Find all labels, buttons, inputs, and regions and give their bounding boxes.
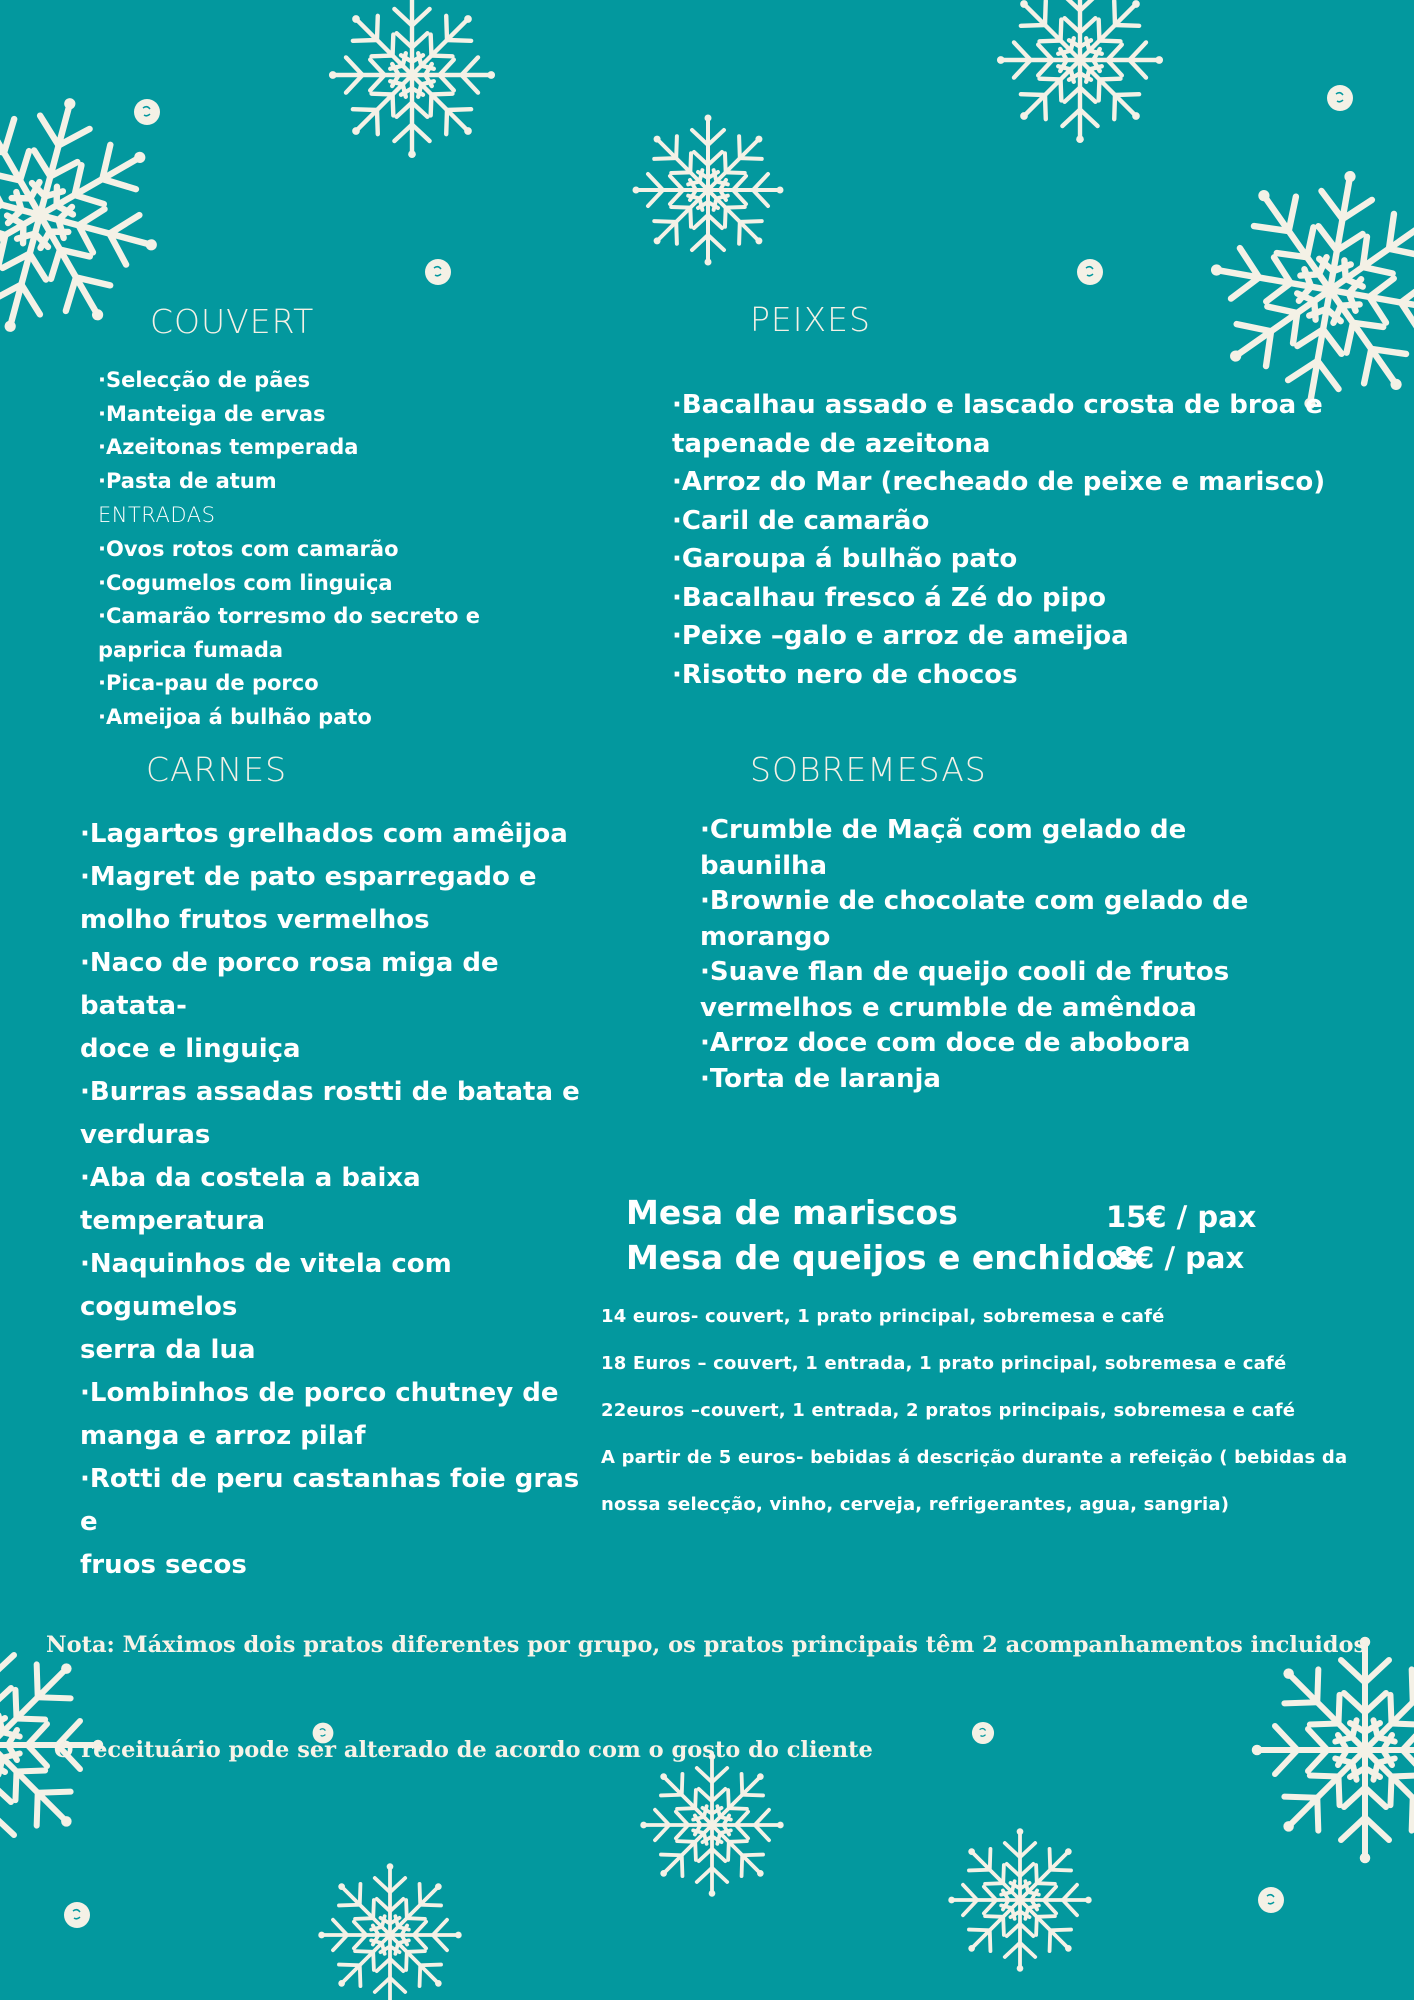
snowflake-icon [997, 0, 1163, 143]
list-item: 22euros –couvert, 1 entrada, 2 pratos principais, sobremesa e café [601, 1400, 1296, 1421]
list-item: tapenade de azeitona [672, 428, 991, 459]
snowflake-icon [948, 1828, 1091, 1971]
sobremesas-list [700, 813, 1340, 1097]
couvert-section [98, 364, 518, 734]
list-item: ·Torta de laranja [700, 1063, 941, 1094]
snow-dot-icon [64, 1902, 90, 1928]
list-item: vermelhos e crumble de amêndoa [700, 992, 1197, 1023]
list-item: ·Lombinhos de porco chutney de [80, 1378, 559, 1408]
sobremesas-heading: SOBREMESAS [750, 750, 987, 789]
snow-dot-icon [1258, 1887, 1284, 1913]
list-item: ·Caril de camarão [672, 505, 930, 536]
list-item: ·Rotti de peru castanhas foie gras e [80, 1464, 580, 1537]
list-item: ·Crumble de Maçã com gelado de [700, 815, 1187, 845]
snow-dot-icon [1327, 85, 1353, 111]
nota-line: O receituário pode ser alterado de acordo com o gosto do cliente [46, 1737, 873, 1763]
list-item: ·Magret de pato esparregado e [80, 862, 537, 892]
entradas-heading: ENTRADAS [98, 503, 216, 527]
snowflake-icon [633, 115, 784, 266]
list-item: 18 Euros – couvert, 1 entrada, 1 prato principal, sobremesa e café [601, 1353, 1287, 1374]
list-item: ·Burras assadas rostti de batata e [80, 1077, 580, 1107]
list-item: ·Manteiga de ervas [98, 401, 326, 426]
list-item: ·Suave flan de queijo cooli de frutos [700, 957, 1230, 987]
list-item: ·Garoupa á bulhão pato [672, 544, 1018, 574]
list-item: ·Pasta de atum [98, 468, 277, 493]
snowflake-icon [318, 1863, 461, 2000]
peixes-list [672, 386, 1392, 694]
mesa-mariscos-label: Mesa de mariscos [626, 1193, 958, 1232]
list-item: paprica fumada [98, 637, 284, 662]
list-item: doce e linguiça [80, 1034, 301, 1064]
list-item: ·Ovos rotos com camarão [98, 537, 399, 561]
carnes-section [80, 813, 600, 1587]
list-item: ·Pica-pau de porco [98, 671, 319, 695]
list-item: ·Bacalhau assado e lascado crosta de broa e [672, 390, 1323, 420]
list-item: ·Naco de porco rosa miga de batata- [80, 948, 499, 1021]
list-item: manga e arroz pilaf [80, 1421, 366, 1451]
snow-dot-icon [1077, 259, 1103, 285]
list-item: ·Brownie de chocolate com gelado de [700, 886, 1249, 916]
menu-prices [601, 1293, 1401, 1528]
list-item: nossa selecção, vinho, cerveja, refrigerantes, agua, sangria) [601, 1494, 1230, 1515]
list-item: ·Lagartos grelhados com amêijoa [80, 819, 568, 849]
list-item: ·Camarão torresmo do secreto e [98, 604, 480, 628]
menu-price-list [601, 1293, 1401, 1528]
list-item: baunilha [700, 850, 828, 881]
list-item: ·Selecção de pães [98, 368, 311, 392]
list-item: ·Arroz do Mar (recheado de peixe e marisco) [672, 467, 1326, 497]
list-item: verduras [80, 1120, 211, 1150]
carnes-list [80, 813, 600, 1587]
sobremesas-section [700, 813, 1340, 1097]
nota-line: Nota: Máximos dois pratos diferentes por grupo, os pratos principais têm 2 acompanhamentos incluidos [46, 1632, 1367, 1658]
snow-dot-icon [425, 259, 451, 285]
list-item: ·Ameijoa á bulhão pato [98, 704, 372, 729]
peixes-heading: PEIXES [750, 300, 871, 339]
snowflake-icon [329, 0, 495, 158]
list-item: morango [700, 921, 831, 952]
couvert-list [98, 364, 518, 734]
mesa-queijos-price: 8€ / pax [1114, 1241, 1245, 1275]
list-item: A partir de 5 euros- bebidas á descrição durante a refeição ( bebidas da [601, 1447, 1348, 1468]
list-item: ·Naquinhos de vitela com cogumelos [80, 1249, 452, 1322]
couvert-heading: COUVERT [150, 302, 315, 341]
nota-text [46, 1558, 1386, 1803]
mesa-queijos-label: Mesa de queijos e enchidos [626, 1238, 1139, 1277]
mesa-mariscos-price: 15€ / pax [1106, 1200, 1257, 1234]
list-item: ·Bacalhau fresco á Zé do pipo [672, 582, 1106, 613]
list-item: ·Azeitonas temperada [98, 435, 359, 459]
list-item: ·Peixe –galo e arroz de ameijoa [672, 621, 1129, 651]
list-item: fruos secos [80, 1550, 247, 1580]
list-item: ·Cogumelos com linguiça [98, 570, 393, 595]
list-item: serra da lua [80, 1335, 256, 1365]
snow-dot-icon [134, 99, 160, 125]
list-item: 14 euros- couvert, 1 prato principal, sobremesa e café [601, 1306, 1165, 1327]
list-item: molho frutos vermelhos [80, 905, 430, 935]
list-item: ·Risotto nero de chocos [672, 659, 1018, 690]
carnes-heading: CARNES [146, 750, 288, 789]
peixes-section [672, 386, 1392, 694]
list-item: ·Arroz doce com doce de abobora [700, 1028, 1191, 1058]
list-item: ·Aba da costela a baixa temperatura [80, 1163, 421, 1236]
